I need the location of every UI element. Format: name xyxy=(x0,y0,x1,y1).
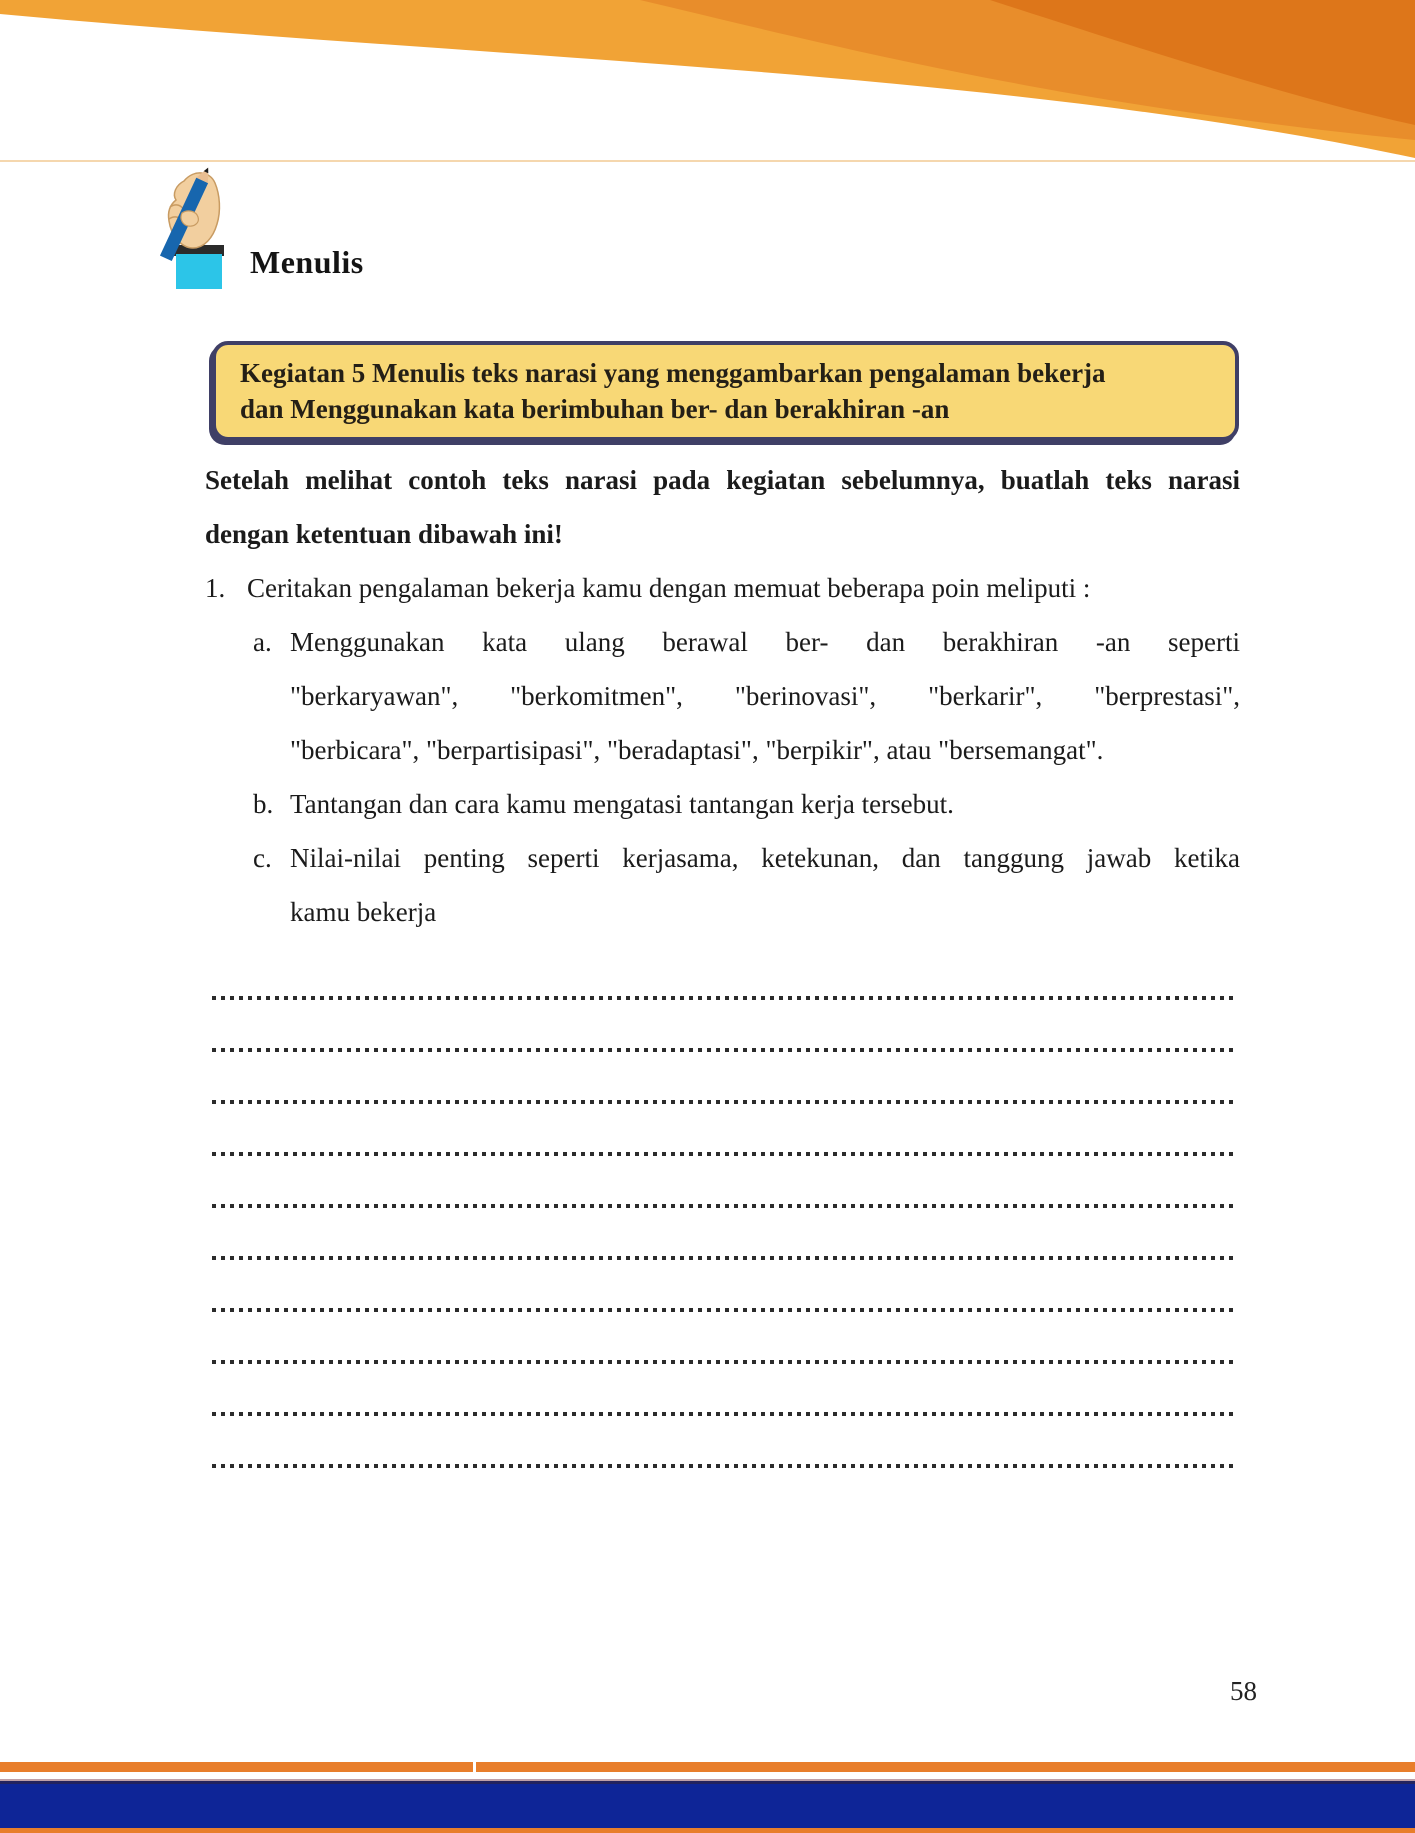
sub-item-b-label: b. xyxy=(253,789,274,819)
footer-orange-bar xyxy=(0,1762,1415,1772)
answer-line xyxy=(212,1412,1238,1416)
answer-line xyxy=(212,1152,1238,1156)
list-item-1 xyxy=(205,561,1240,615)
sub-item-c-line1: Nilai-nilai penting seperti kerjasama, ketekunan, dan tanggung jawab ketika xyxy=(290,843,1240,873)
content-column xyxy=(205,341,1240,1516)
intro-paragraph xyxy=(205,453,1240,561)
footer-orange-bar-divider xyxy=(473,1762,476,1772)
writing-area xyxy=(212,996,1240,1468)
sub-item-b-text xyxy=(290,777,1240,831)
section-heading: Menulis xyxy=(250,244,364,280)
activity-title-box xyxy=(212,341,1239,441)
sub-item-b xyxy=(253,777,1240,831)
answer-line xyxy=(212,1048,1238,1052)
sub-item-a-text xyxy=(290,615,1240,777)
answer-line xyxy=(212,1100,1238,1104)
intro-line2: dengan ketentuan dibawah ini! xyxy=(205,519,563,549)
pencil-writing-icon xyxy=(148,161,238,289)
list-item-1-text: Ceritakan pengalaman bekerja kamu dengan memuat beberapa poin meliputi : xyxy=(247,573,1091,603)
page-number: 58 xyxy=(1230,1676,1257,1706)
list-item-1-number: 1. xyxy=(205,573,226,603)
sub-item-c-text xyxy=(290,831,1240,939)
sub-item-a-line2: "berkaryawan", "berkomitmen", "berinovasi", "berkarir", "berprestasi", xyxy=(290,681,1240,711)
sub-item-c-label: c. xyxy=(253,843,272,873)
sub-item-a xyxy=(253,615,1240,777)
sub-item-a-line3: "berbicara", "berpartisipasi", "beradaptasi", "berpikir", atau "bersemangat". xyxy=(290,735,1104,765)
footer-blue-bar xyxy=(0,1781,1415,1828)
sub-item-a-line1: Menggunakan kata ulang berawal ber- dan berakhiran -an seperti xyxy=(290,627,1240,657)
sub-item-c-line2: kamu bekerja xyxy=(290,897,437,927)
activity-title-line1: Kegiatan 5 Menulis teks narasi yang menggambarkan pengalaman bekerja xyxy=(240,358,1106,388)
answer-line xyxy=(212,996,1238,1000)
answer-line xyxy=(212,1256,1238,1260)
activity-title-line2: dan Menggunakan kata berimbuhan ber- dan berakhiran -an xyxy=(240,394,950,424)
sub-item-c xyxy=(253,831,1240,939)
intro-line1: Setelah melihat contoh teks narasi pada kegiatan sebelumnya, buatlah teks narasi xyxy=(205,465,1240,495)
header-swoosh-graphic xyxy=(0,0,1415,165)
footer-bottom-strip xyxy=(0,1828,1415,1833)
answer-line xyxy=(212,1308,1238,1312)
sub-item-b-line1: Tantangan dan cara kamu mengatasi tantangan kerja tersebut. xyxy=(290,789,954,819)
answer-line xyxy=(212,1464,1238,1468)
answer-line xyxy=(212,1360,1238,1364)
sub-item-a-label: a. xyxy=(253,627,272,657)
answer-line xyxy=(212,1204,1238,1208)
